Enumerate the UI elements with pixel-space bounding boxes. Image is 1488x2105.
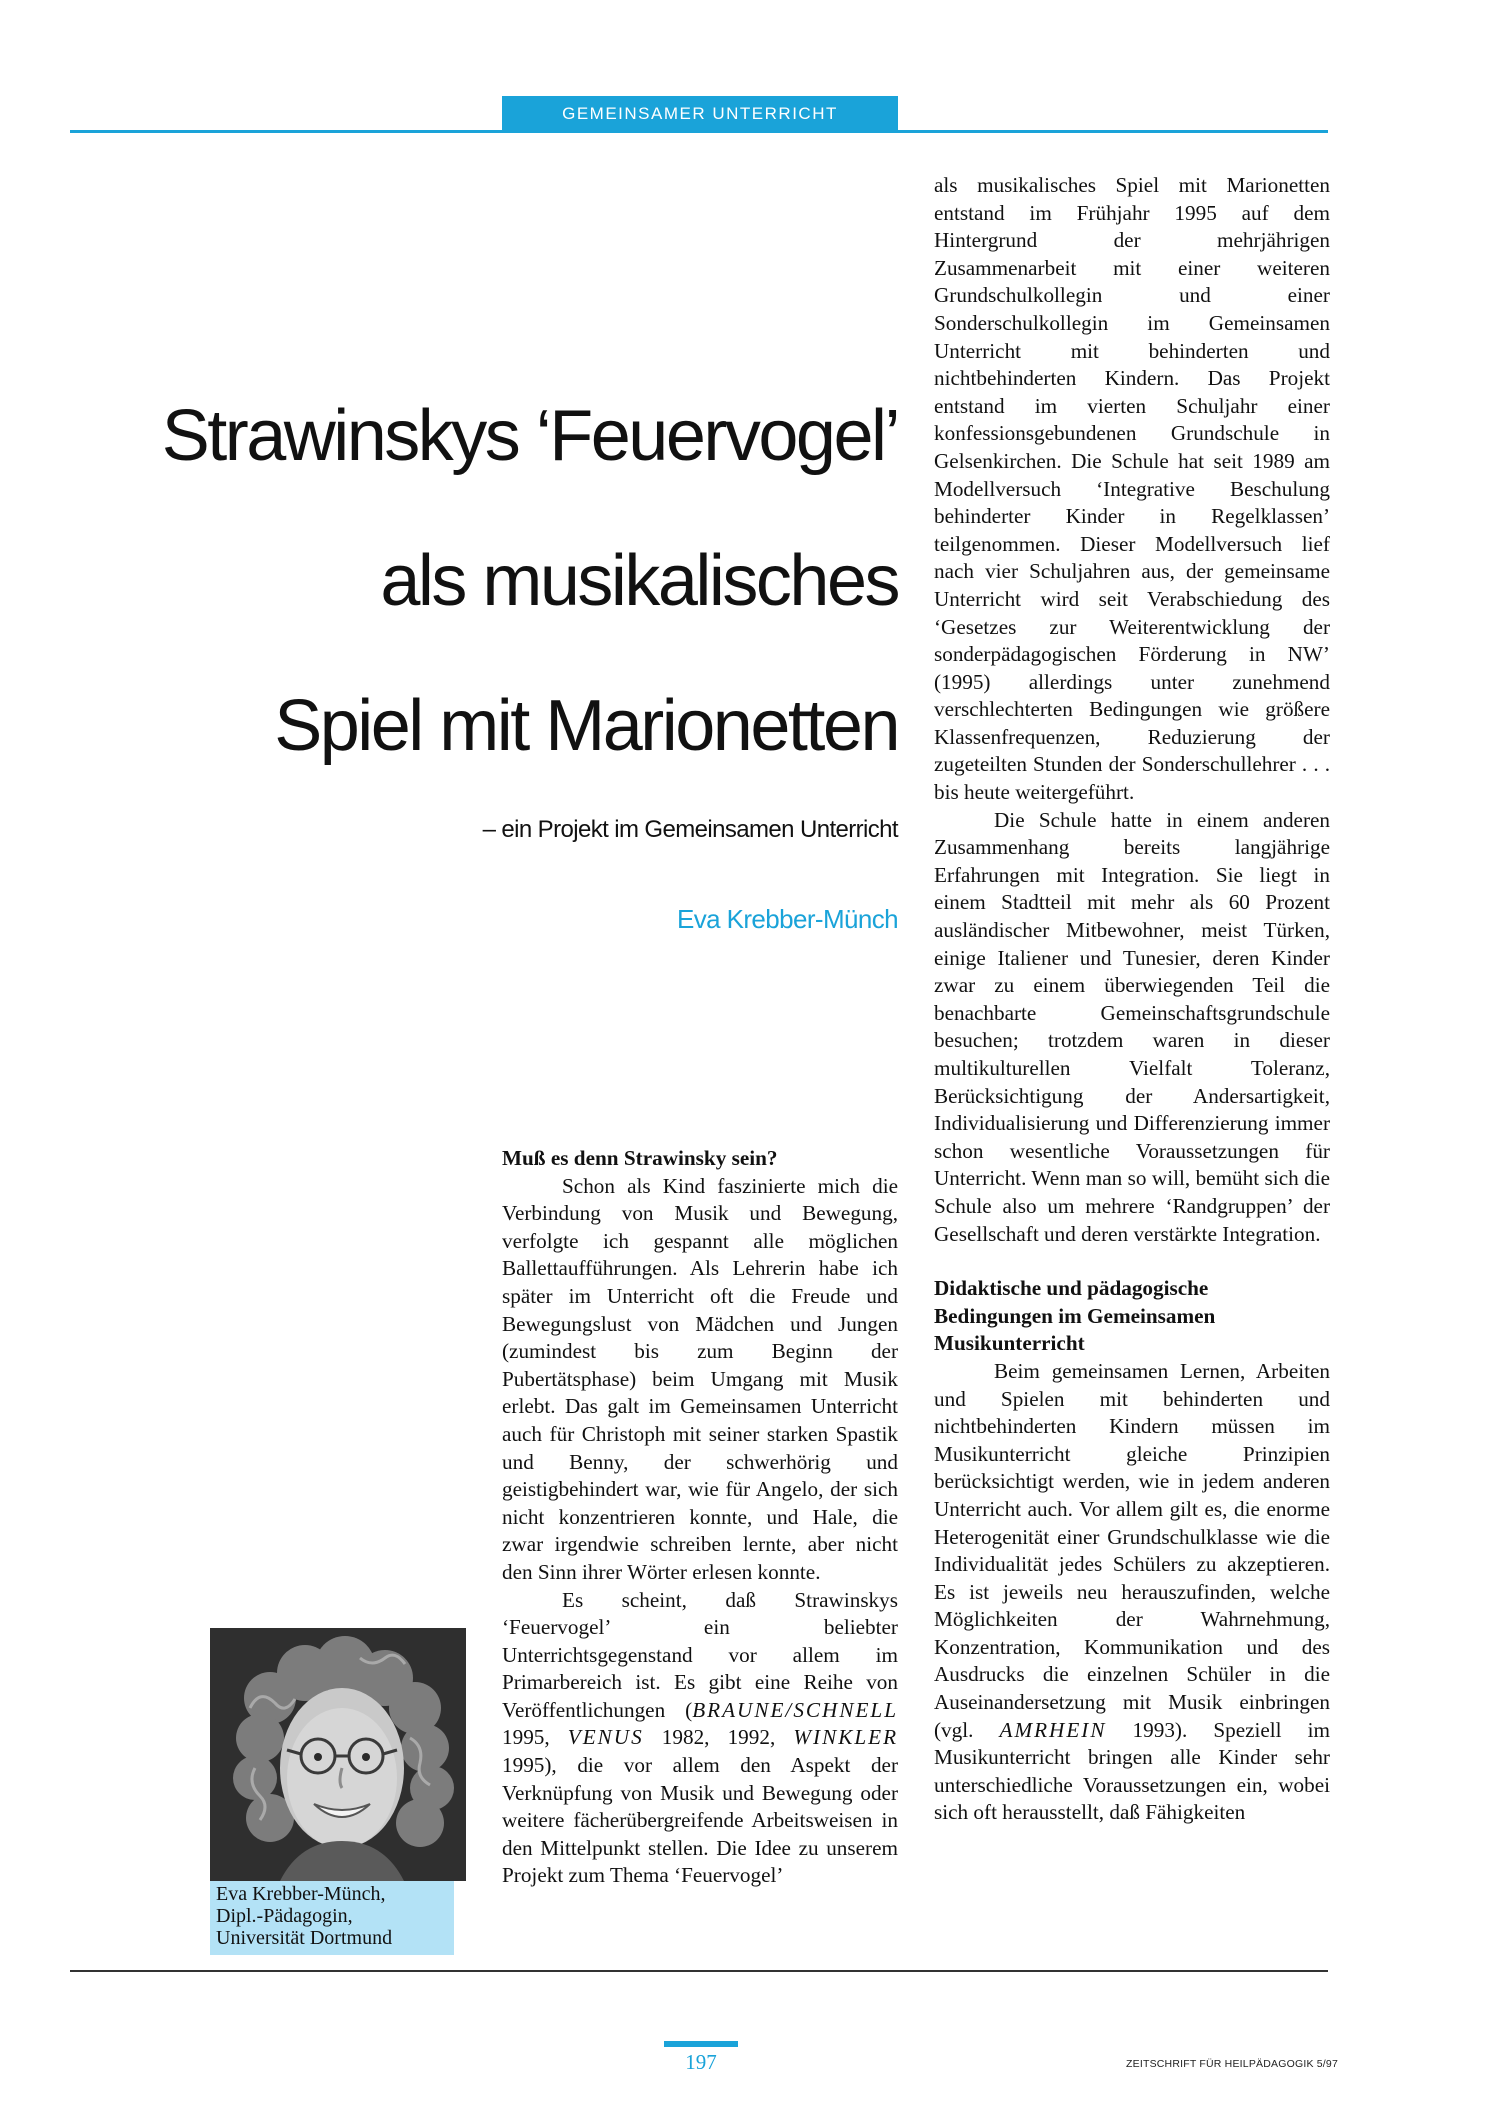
- author-name: Eva Krebber-Münch: [676, 904, 898, 934]
- subtitle: – ein Projekt im Gemeinsamen Unterricht: [482, 816, 898, 843]
- section-heading: Muß es denn Strawinsky sein?: [502, 1146, 778, 1170]
- paragraph: Schon als Kind faszinierte mich die Verbindung von Musik und Bewegung, verfolgte ich gespannt alle möglichen Ballettaufführungen. Als Lehrerin habe ich später im Unterricht oft die Freude und Bewegungslust von Mädchen und Jungen (zumindest bis zum Beginn der Pubertätsphase) beim Umgang mit Musik erlebt. Das galt im Gemeinsamen Unterricht auch für Christoph mit seiner starken Spastik und Benny, der schwerhörig und geistigbehindert war, wie für Angelo, der sich nicht konzentrieren konnte, und Hale, die zwar irgendwie schreiben lernte, aber nicht den Sinn ihrer Wörter erlesen konnte.: [502, 1173, 898, 1584]
- paragraph-text: 1993). Speziell im Musikunterricht bringen alle Kinder sehr unterschiedliche Voraussetzungen ein, wobei sich oft herausstellt, daß Fähigkeiten: [934, 1717, 1330, 1825]
- page-number: 197: [685, 2050, 717, 2074]
- title-line-2: als musikalisches: [380, 541, 898, 621]
- caption-line: Dipl.-Pädagogin,: [216, 1905, 353, 1927]
- paragraph-text: 1995,: [502, 1725, 568, 1750]
- paragraph-text: Beim gemeinsamen Lernen, Arbeiten und Spielen mit behinderten und nichtbehinderten Kindern müssen im Musikunterricht gleiche Prinzipien berücksichtigt werden, wie in jedem anderen Unterricht auch. Vor allem gilt es, die enorme Heterogenität einer Grundschulklasse wie die Individualität jedes Schülers zu akzeptieren. Es ist jeweils neu herauszufinden, welche Möglichkeiten der Wahrnehmung, Konzentration, Kommunikation und des Ausdrucks die einzelnen Schüler in die Auseinandersetzung mit Musik einbringen (vgl.: [934, 1358, 1330, 1742]
- header-rule: [70, 130, 1328, 133]
- citation: AMRHEIN: [999, 1717, 1107, 1742]
- paragraph: [502, 1587, 898, 1891]
- page-marker: [664, 2041, 738, 2047]
- citation: WINKLER: [793, 1725, 899, 1750]
- portrait-image: [210, 1628, 466, 1881]
- citation: VENUS: [567, 1725, 644, 1750]
- paragraph: [934, 1358, 1330, 1827]
- title-line-1: Strawinskys ‘Feuervogel’: [161, 396, 898, 476]
- journal-reference: ZEITSCHRIFT FÜR HEILPÄDAGOGIK 5/97: [1126, 2058, 1338, 2070]
- section-heading: Didaktische und pädagogische Bedingungen im Gemeinsamen Musikunterricht: [934, 1276, 1216, 1356]
- caption-line: Universität Dortmund: [216, 1927, 393, 1949]
- citation: BRAUNE/SCHNELL: [692, 1697, 898, 1722]
- title-line-3: Spiel mit Marionetten: [274, 686, 898, 766]
- paragraph-text: Es scheint, daß Strawinskys ‘Feuervogel’ ein beliebter Unterrichtsgegenstand vor allem im Primarbereich ist. Es gibt eine Reihe von Veröffentlichungen (: [502, 1587, 898, 1722]
- body-column-middle: [502, 1145, 898, 1890]
- photo-caption: [210, 1881, 454, 1955]
- section-label: [502, 96, 898, 132]
- paragraph-text: 1982, 1992,: [643, 1725, 794, 1750]
- paragraph-text: 1995), die vor allem den Aspekt der Verknüpfung von Musik und Bewegung oder weitere fächerübergreifende Arbeitsweisen in den Mittelpunkt stellen. Die Idee zu unserem Projekt zum Thema ‘Feuervogel’: [502, 1753, 898, 1888]
- body-column-right: [934, 172, 1330, 1827]
- section-label-text: GEMEINSAMER UNTERRICHT: [562, 104, 838, 123]
- author-photo: [210, 1628, 466, 1881]
- footer-rule: [70, 1970, 1328, 1972]
- paragraph: als musikalisches Spiel mit Marionetten entstand im Frühjahr 1995 auf dem Hintergrund der mehrjährigen Zusammenarbeit mit einer weiteren Grundschulkollegin und einer Sonderschulkollegin im Gemeinsamen Unterricht mit behinderten und nichtbehinderten Kindern. Das Projekt entstand im vierten Schuljahr einer konfessionsgebundenen Grundschule in Gelsenkirchen. Die Schule hat seit 1989 am Modellversuch ‘Integrative Beschulung behinderter Kinder in Regelklassen’ teilgenommen. Dieser Modellversuch lief nach vier Schuljahren aus, der gemeinsame Unterricht wird seit Verabschiedung des ‘Gesetzes zur Weiterentwicklung der sonderpädagogischen Förderung in NW’ (1995) allerdings unter zunehmend verschlechterten Bedingungen wie größere Klassenfrequenzen, Reduzierung der zugeteilten Stunden der Sonderschullehrer . . . bis heute weitergeführt.: [934, 173, 1330, 805]
- caption-line: Eva Krebber-Münch,: [216, 1883, 386, 1905]
- paragraph: Die Schule hatte in einem anderen Zusammenhang bereits langjährige Erfahrungen mit Integration. Sie liegt in einem Stadtteil mit mehr als 60 Prozent ausländischer Mitbewohner, meist Türken, einige Italiener und Tunesier, deren Kinder zwar zu einem überwiegenden Teil die benachbarte Gemeinschaftsgrundschule besuchen; trotzdem waren in dieser multikulturellen Vielfalt Toleranz, Berücksichtigung der Andersartigkeit, Individualisierung und Differenzierung immer schon wesentliche Voraussetzungen für Unterricht. Wenn man so will, bemüht sich die Schule also um mehrere ‘Randgruppen’ der Gesellschaft und deren verstärkte Integration.: [934, 807, 1330, 1246]
